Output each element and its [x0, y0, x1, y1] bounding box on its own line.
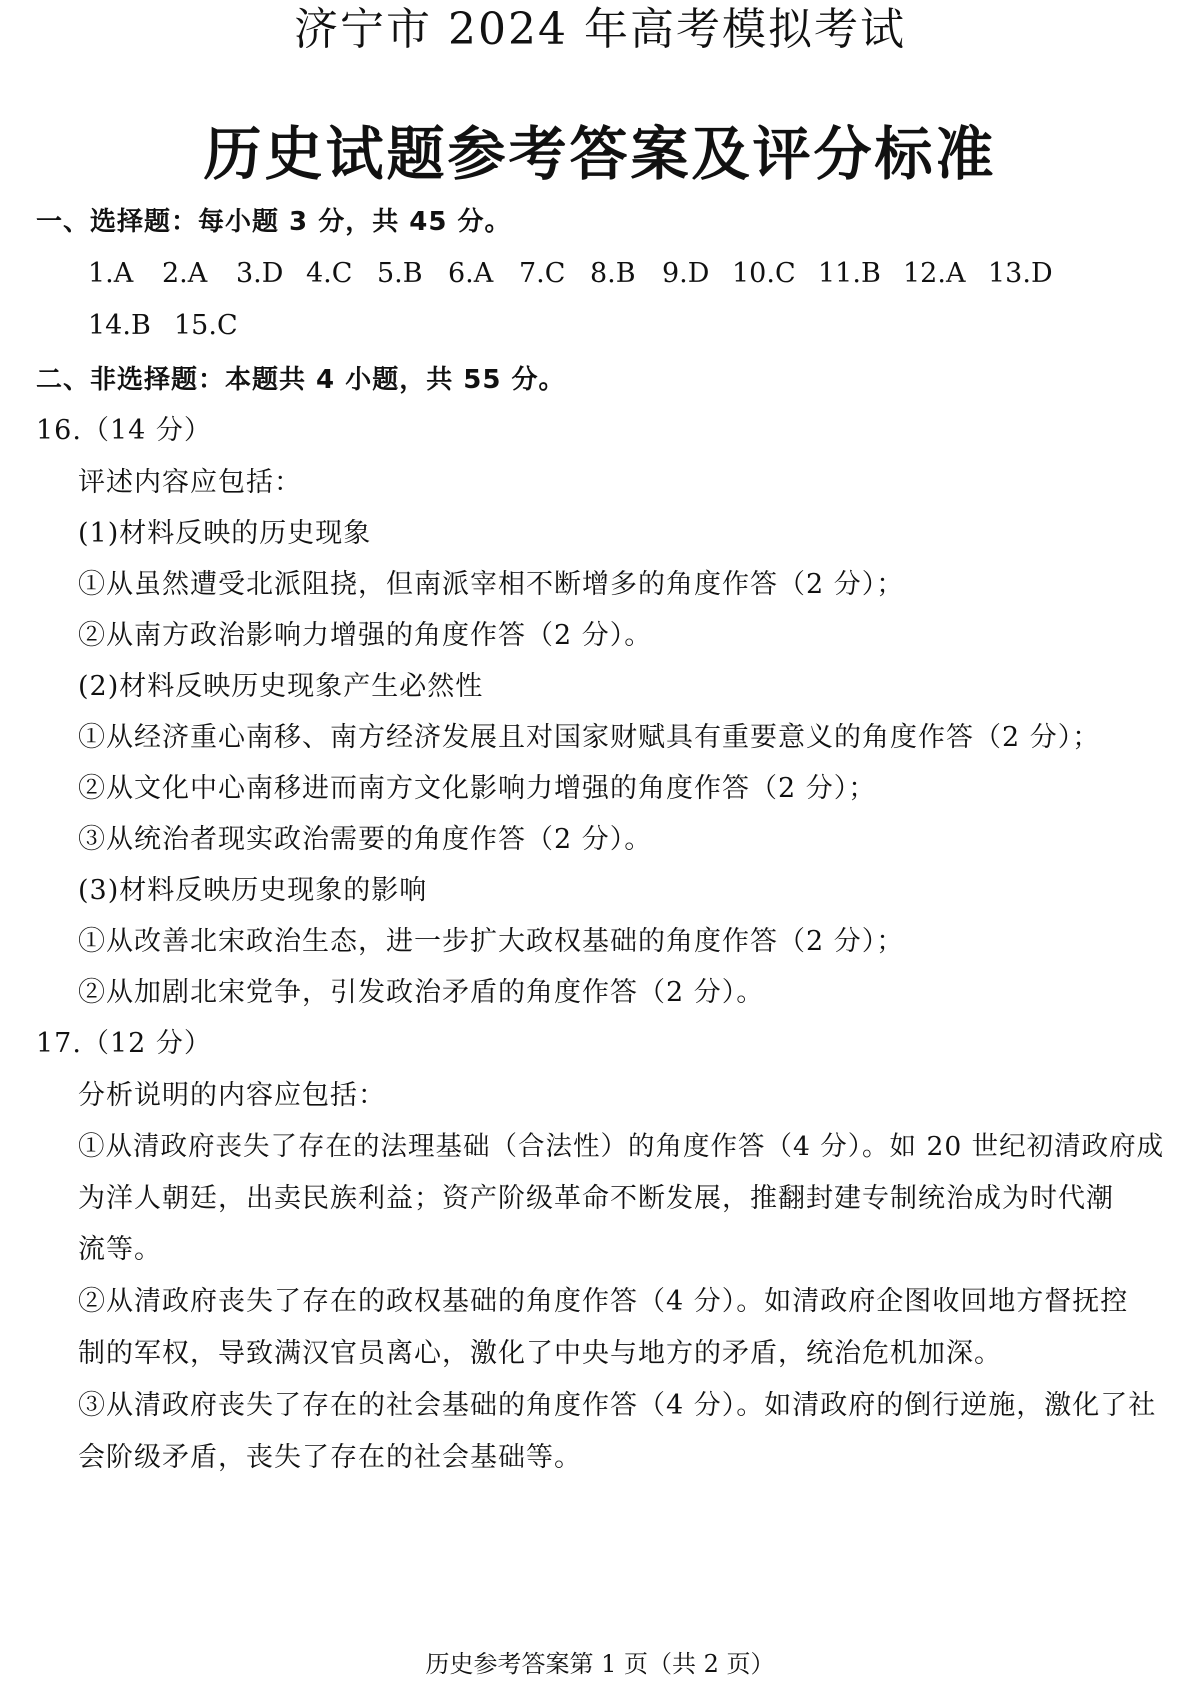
question-17-line: ③从清政府丧失了存在的社会基础的角度作答（4 分）。如清政府的倒行逆施，激化了社 — [78, 1390, 1157, 1421]
page-footer: 历史参考答案第 1 页（共 2 页） — [425, 1650, 775, 1678]
question-16-line: ②从加剧北宋党争，引发政治矛盾的角度作答（2 分）。 — [78, 977, 765, 1008]
question-17-line: ②从清政府丧失了存在的政权基础的角度作答（4 分）。如清政府企图收回地方督抚控 — [78, 1286, 1129, 1317]
question-16-line: ②从南方政治影响力增强的角度作答（2 分）。 — [78, 620, 653, 651]
answer-item: 9.D — [662, 258, 710, 289]
question-17-line: 为洋人朝廷，出卖民族利益；资产阶级革命不断发展，推翻封建专制统治成为时代潮 — [78, 1183, 1114, 1214]
question-17-line: 分析说明的内容应包括： — [78, 1080, 386, 1111]
question-16-line: ①从经济重心南移、南方经济发展且对国家财赋具有重要意义的角度作答（2 分）； — [78, 722, 1101, 753]
document-title: 历史试题参考答案及评分标准 — [203, 120, 997, 188]
question-16-line: ③从统治者现实政治需要的角度作答（2 分）。 — [78, 824, 653, 855]
question-17-line: 制的军权，导致满汉官员离心，激化了中央与地方的矛盾，统治危机加深。 — [78, 1338, 1002, 1369]
answer-item: 3.D — [236, 258, 284, 289]
question-17-line: 会阶级矛盾，丧失了存在的社会基础等。 — [78, 1442, 582, 1473]
question-16-number: 16.（14 分） — [36, 415, 212, 446]
answer-item: 2.A — [162, 258, 208, 289]
question-16-line: (2)材料反映历史现象产生必然性 — [78, 671, 484, 702]
answer-item: 7.C — [519, 258, 566, 289]
question-16-line: (1)材料反映的历史现象 — [78, 518, 372, 549]
answer-item: 8.B — [590, 258, 636, 289]
answer-item: 13.D — [988, 258, 1053, 289]
question-16-line: ①从虽然遭受北派阻挠，但南派宰相不断增多的角度作答（2 分）； — [78, 569, 905, 600]
answer-item: 5.B — [377, 258, 423, 289]
answer-item: 11.B — [818, 258, 881, 289]
question-16-line: ②从文化中心南移进而南方文化影响力增强的角度作答（2 分）； — [78, 773, 877, 804]
section-2-heading: 二、非选择题：本题共 4 小题，共 55 分。 — [36, 365, 566, 395]
answer-item: 10.C — [732, 258, 796, 289]
answer-item: 4.C — [306, 258, 353, 289]
answer-item: 12.A — [903, 258, 966, 289]
section-1-heading: 一、选择题：每小题 3 分，共 45 分。 — [36, 207, 512, 237]
answer-item: 15.C — [174, 310, 238, 341]
answer-item: 6.A — [448, 258, 494, 289]
question-16-line: (3)材料反映历史现象的影响 — [78, 875, 428, 906]
question-16-line: ①从改善北宋政治生态，进一步扩大政权基础的角度作答（2 分）； — [78, 926, 905, 957]
question-16-line: 评述内容应包括： — [78, 467, 302, 498]
answer-item: 14.B — [88, 310, 151, 341]
exam-title: 济宁市 2024 年高考模拟考试 — [294, 4, 906, 55]
question-17-line: 流等。 — [78, 1234, 162, 1265]
question-17-line: ①从清政府丧失了存在的法理基础（合法性）的角度作答（4 分）。如 20 世纪初清政府成 — [78, 1131, 1165, 1162]
answer-item: 1.A — [88, 258, 134, 289]
question-17-number: 17.（12 分） — [36, 1028, 212, 1059]
